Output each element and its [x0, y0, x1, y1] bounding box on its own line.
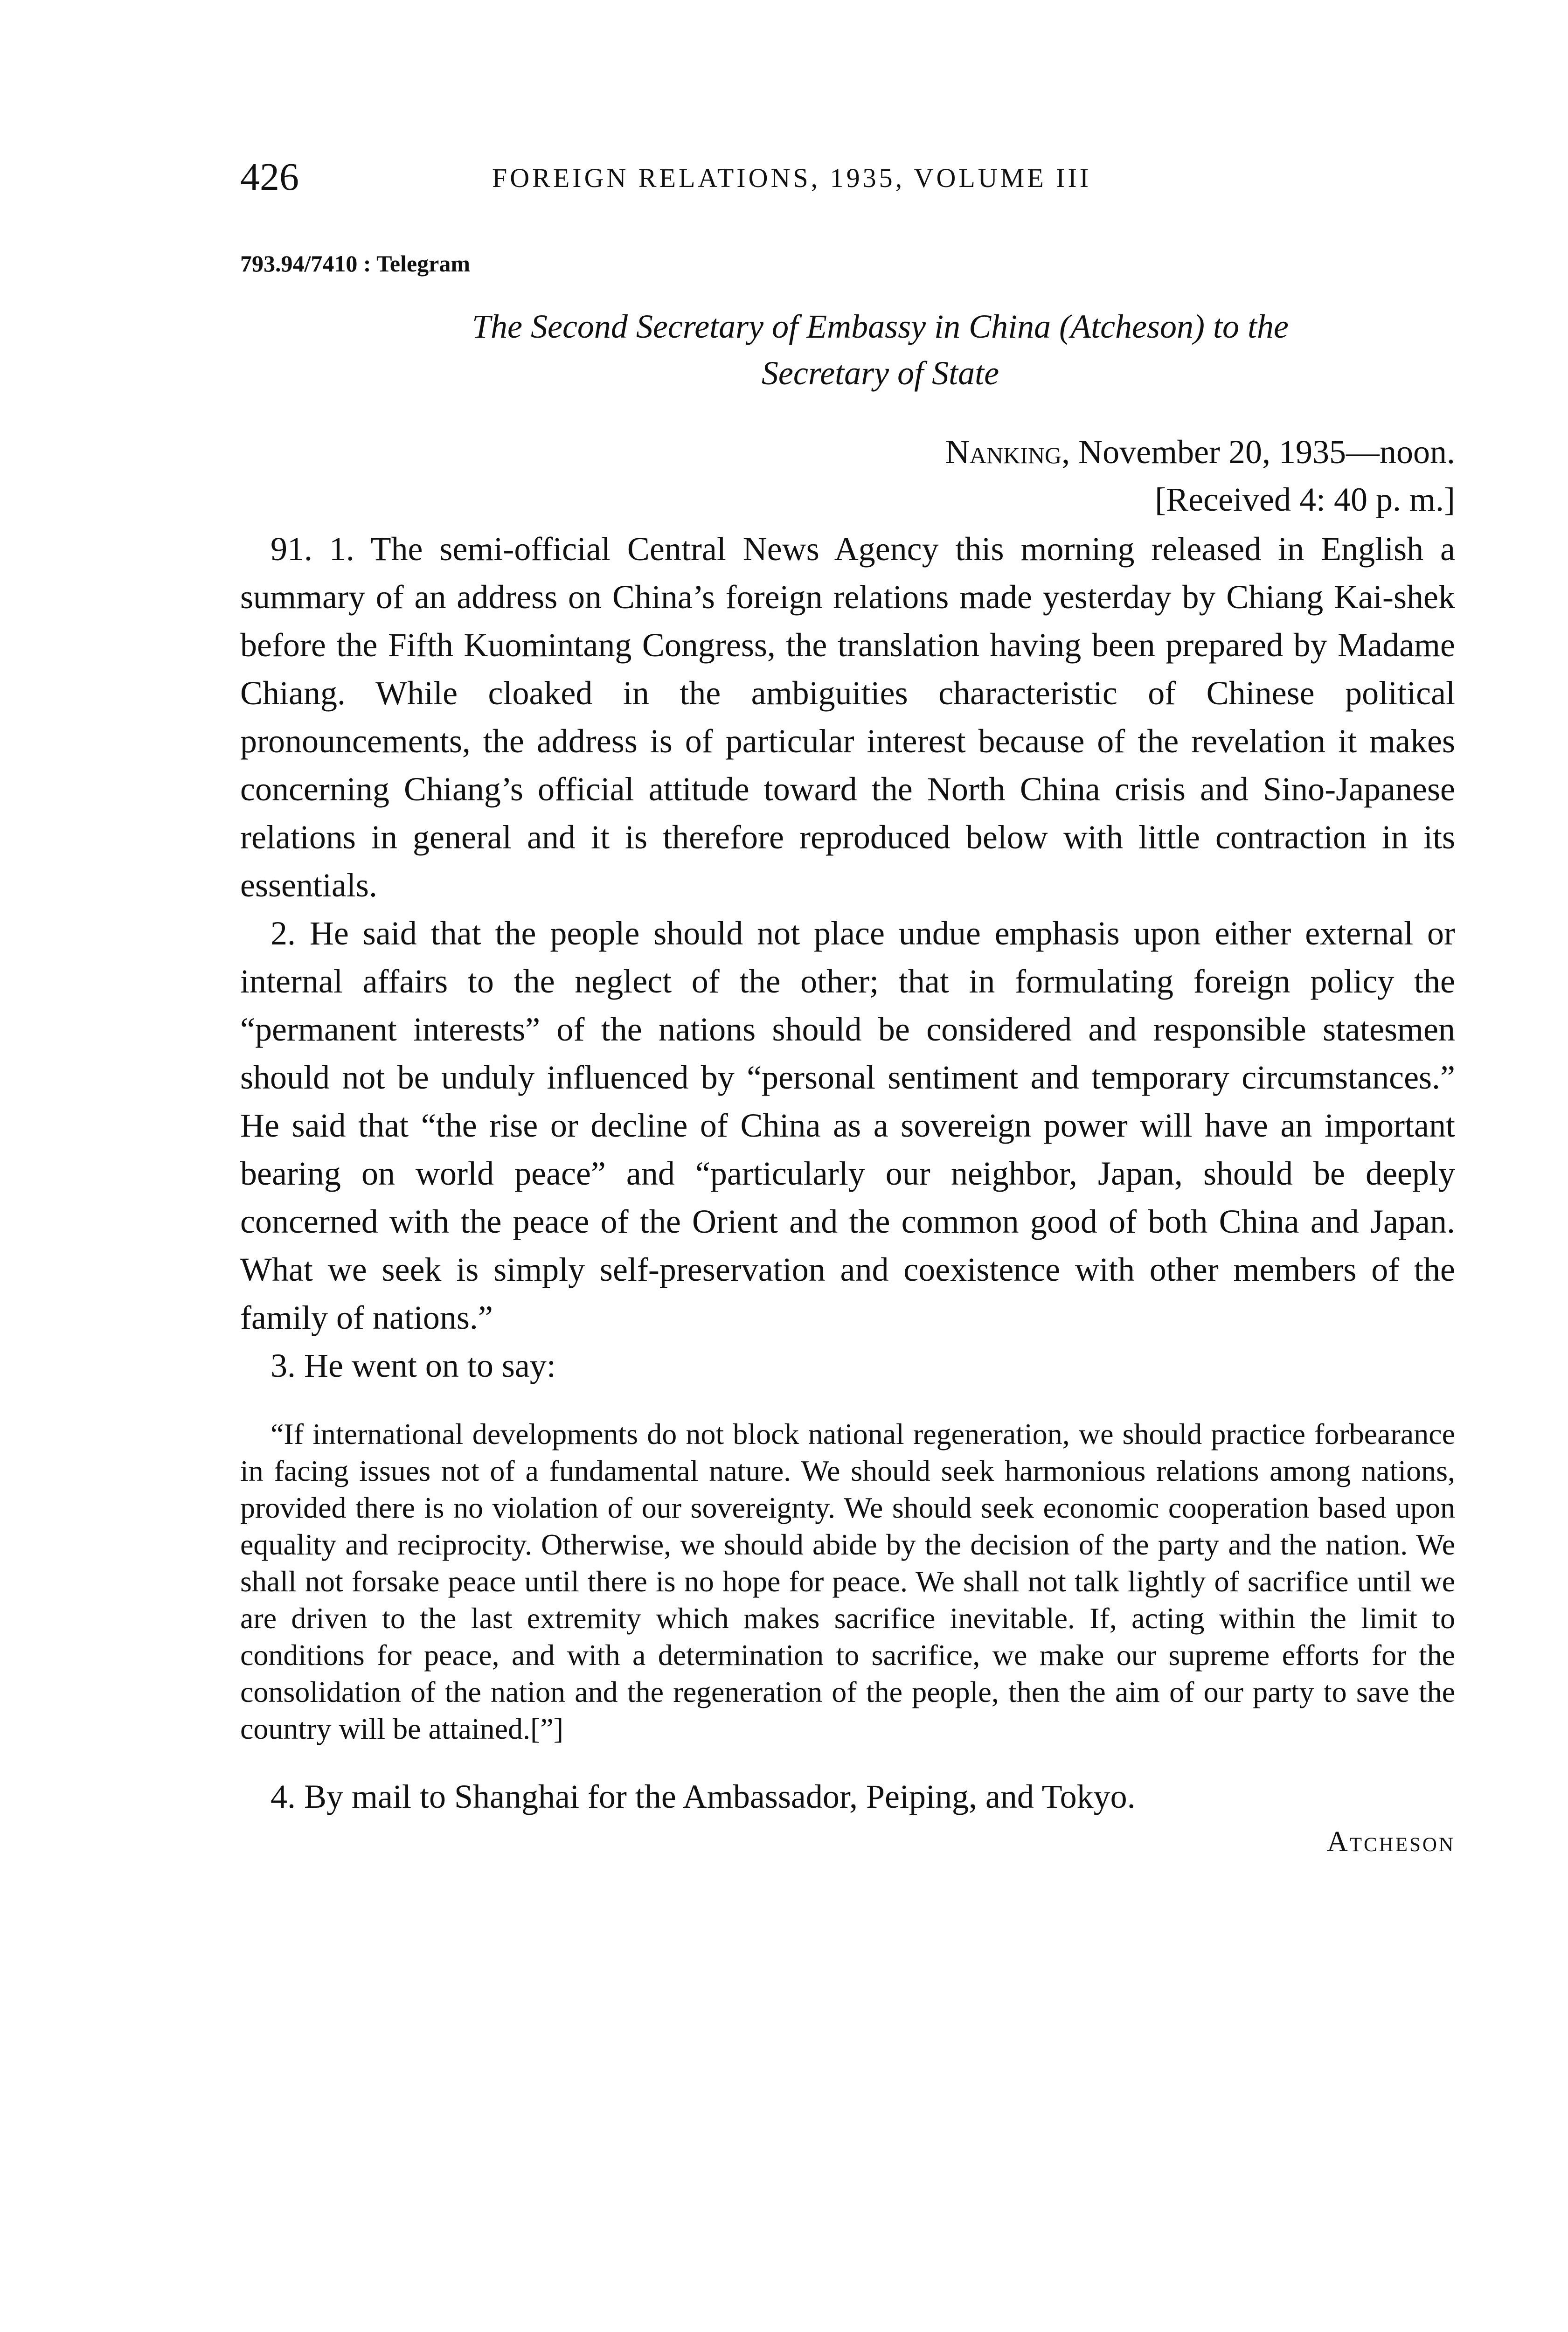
dateline-place: Nanking — [945, 433, 1062, 471]
paragraph-1: 91. 1. The semi-official Central News Agency this morning released in English a summary of an address on China’s foreign relations made yesterday by Chiang Kai-shek before the Fifth Kuomintang Congress, the translation having been prepared by Madame Chiang. While cloaked in the ambiguities characteristic of Chinese political pronouncements, the address is of particular interest because of the revelation it makes concerning Chiang’s official attitude toward the North China crisis and Sino-Japanese relations in general and it is therefore reproduced below with little contraction in its essentials. — [240, 530, 1455, 904]
received-time: [Received 4: 40 p. m.] — [1155, 481, 1455, 518]
signature: Atcheson — [1326, 1826, 1455, 1858]
block-quote: “If international developments do not block national regeneration, we should practice forbearance in facing issues not of a fundamental nature. We should seek harmonious relations among nations, provided there is no violation of our sovereignty. We should seek economic cooperation based upon equality and reciprocity. Otherwise, we should abide by the decision of the party and the nation. We shall not forsake peace until there is no hope for peace. We shall not talk lightly of sacrifice until we are driven to the last extremity which makes sacrifice inevitable. If, acting within the limit to conditions for peace, and with a determination to sacrifice, we make our supreme efforts for the consolidation of the nation and the regeneration of the people, then the aim of our party to save the country will be attained.[”] — [240, 1417, 1455, 1745]
file-reference: 793.94/7410 : Telegram — [240, 250, 471, 277]
document-title-line-2: Secretary of State — [761, 354, 999, 392]
running-head: FOREIGN RELATIONS, 1935, VOLUME III — [492, 163, 1092, 193]
paragraph-3: 3. He went on to say: — [271, 1347, 556, 1384]
paragraph-2: 2. He said that the people should not place undue emphasis upon either external or internal affairs to the neglect of the other; that in formulating foreign policy the “permanent interests” of the nations should be considered and responsible statesmen should not be unduly influenced by “personal sentiment and temporary circumstances.” He said that “the rise or decline of China as a sovereign power will have an important bearing on world peace” and “particularly our neighbor, Japan, should be deeply concerned with the peace of the Orient and the common good of both China and Japan. What we seek is simply self-preservation and coexistence with other members of the family of nations.” — [240, 915, 1455, 1336]
page-header — [240, 154, 1455, 205]
document-title — [240, 303, 1455, 396]
document-page — [240, 154, 1455, 1863]
page-number: 426 — [240, 155, 299, 199]
document-title-line-1: The Second Secretary of Embassy in China (Atcheson) to the — [472, 308, 1289, 345]
paragraph-4: 4. By mail to Shanghai for the Ambassador, Peiping, and Tokyo. — [271, 1778, 1136, 1815]
dateline — [240, 428, 1455, 476]
dateline-date: , November 20, 1935—noon. — [1062, 433, 1455, 471]
